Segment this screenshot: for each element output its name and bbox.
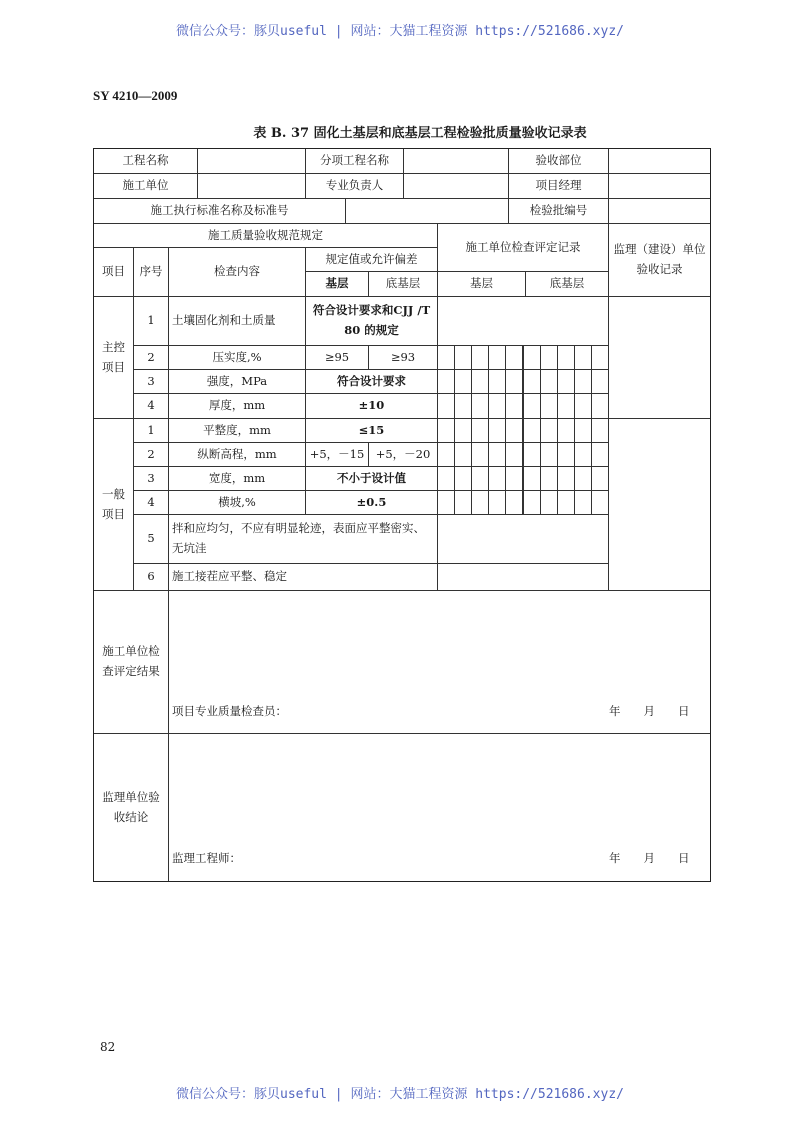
record-cell[interactable] xyxy=(454,418,472,443)
record-cell[interactable] xyxy=(591,490,609,515)
row-number: 5 xyxy=(133,514,169,564)
record-cell[interactable] xyxy=(505,442,523,467)
record-cell[interactable] xyxy=(574,393,592,419)
record-cell[interactable] xyxy=(557,442,575,467)
watermark-bottom: 微信公众号：豚贝useful | 网站：大猫工程资源 https://521686.xyz/ xyxy=(176,1087,624,1102)
page-number: 82 xyxy=(100,1040,116,1054)
record-cell[interactable] xyxy=(488,490,506,515)
col-item: 项目 xyxy=(93,247,134,297)
record-cell[interactable] xyxy=(471,369,489,394)
record-cell[interactable] xyxy=(471,393,489,419)
record-cell[interactable] xyxy=(471,345,489,370)
professional-lead-field[interactable] xyxy=(403,173,509,199)
record-cell[interactable] xyxy=(471,490,489,515)
record-cell[interactable] xyxy=(437,369,455,394)
col-content: 检查内容 xyxy=(168,247,306,297)
record-cell[interactable] xyxy=(505,418,523,443)
row-allowed-value: 符合设计要求和CJJ /T 80 的规定 xyxy=(305,296,438,346)
row-content: 厚度，mm xyxy=(168,393,306,419)
col-record-base: 基层 xyxy=(437,271,526,297)
row-content: 土壤固化剂和土质量 xyxy=(168,296,306,346)
batch-no-field[interactable] xyxy=(608,198,711,224)
record-cell[interactable] xyxy=(471,466,489,491)
record-cell[interactable] xyxy=(454,369,472,394)
row-number: 4 xyxy=(133,393,169,419)
acceptance-part-field[interactable] xyxy=(608,148,711,174)
record-cell[interactable] xyxy=(488,418,506,443)
record-cell[interactable] xyxy=(488,393,506,419)
record-cell[interactable] xyxy=(591,369,609,394)
row-content: 强度，MPa xyxy=(168,369,306,394)
row-number: 6 xyxy=(133,563,169,591)
row-number: 1 xyxy=(133,418,169,443)
record-cell[interactable] xyxy=(523,369,541,394)
record-cell[interactable] xyxy=(505,369,523,394)
record-field[interactable] xyxy=(437,514,609,564)
record-cell[interactable] xyxy=(505,345,523,370)
record-cell[interactable] xyxy=(523,393,541,419)
row-content: 压实度,% xyxy=(168,345,306,370)
label-batch-no: 检验批编号 xyxy=(508,198,609,224)
record-cell[interactable] xyxy=(557,345,575,370)
supervision-date: 年 月 日 xyxy=(609,851,690,865)
record-cell[interactable] xyxy=(591,345,609,370)
row-number: 2 xyxy=(133,345,169,370)
row-content: 横坡,% xyxy=(168,490,306,515)
label-standard-name: 施工执行标准名称及标准号 xyxy=(93,198,346,224)
row-number: 3 xyxy=(133,369,169,394)
row-base-value: +5，－15 xyxy=(305,442,369,467)
row-content: 拌和应均匀，不应有明显轮迹，表面应平整密实、无坑洼 xyxy=(168,514,438,564)
record-cell[interactable] xyxy=(540,393,558,419)
row-allowed-value: ±0.5 xyxy=(305,490,438,515)
record-cell[interactable] xyxy=(540,466,558,491)
row-base-value: ≥95 xyxy=(305,345,369,370)
standard-name-field[interactable] xyxy=(345,198,509,224)
main-items-label: 主控项目 xyxy=(93,296,134,419)
record-cell[interactable] xyxy=(488,442,506,467)
row-content: 平整度，mm xyxy=(168,418,306,443)
record-cell[interactable] xyxy=(523,466,541,491)
record-cell[interactable] xyxy=(523,490,541,515)
row-number: 1 xyxy=(133,296,169,346)
record-cell[interactable] xyxy=(437,466,455,491)
record-field[interactable] xyxy=(437,563,609,591)
record-cell[interactable] xyxy=(471,418,489,443)
record-cell[interactable] xyxy=(591,418,609,443)
record-cell[interactable] xyxy=(557,466,575,491)
row-allowed-value: 符合设计要求 xyxy=(305,369,438,394)
record-cell[interactable] xyxy=(540,369,558,394)
row-number: 4 xyxy=(133,490,169,515)
record-cell[interactable] xyxy=(574,490,592,515)
record-cell[interactable] xyxy=(574,369,592,394)
record-cell[interactable] xyxy=(488,466,506,491)
record-cell[interactable] xyxy=(454,466,472,491)
standard-number: SY 4210—2009 xyxy=(93,88,178,103)
col-spec: 施工质量验收规范规定 xyxy=(93,223,438,248)
construction-unit-field[interactable] xyxy=(197,173,306,199)
record-cell[interactable] xyxy=(540,490,558,515)
row-subbase-value: ≥93 xyxy=(368,345,438,370)
main-supervision-field[interactable] xyxy=(608,296,711,419)
record-cell[interactable] xyxy=(591,466,609,491)
record-cell[interactable] xyxy=(437,490,455,515)
record-cell[interactable] xyxy=(591,442,609,467)
record-cell[interactable] xyxy=(505,490,523,515)
sub-project-name-field[interactable] xyxy=(403,148,509,174)
general-supervision-field[interactable] xyxy=(608,418,711,591)
result-date: 年 月 日 xyxy=(609,704,690,718)
col-record-subbase: 底基层 xyxy=(525,271,609,297)
project-manager-field[interactable] xyxy=(608,173,711,199)
row-number: 2 xyxy=(133,442,169,467)
record-cell[interactable] xyxy=(471,442,489,467)
col-supervision: 监理（建设）单位验收记录 xyxy=(608,223,711,297)
record-cell[interactable] xyxy=(505,393,523,419)
label-project-name: 工程名称 xyxy=(93,148,198,174)
row-subbase-value: +5，－20 xyxy=(368,442,438,467)
record-cell[interactable] xyxy=(591,393,609,419)
record-cell[interactable] xyxy=(557,393,575,419)
row-allowed-value: 不小于设计值 xyxy=(305,466,438,491)
record-cell[interactable] xyxy=(557,418,575,443)
record-cell[interactable] xyxy=(574,466,592,491)
record-cell[interactable] xyxy=(557,369,575,394)
record-cell[interactable] xyxy=(540,418,558,443)
record-cell[interactable] xyxy=(574,418,592,443)
record-cell[interactable] xyxy=(540,442,558,467)
row-allowed-value: ±10 xyxy=(305,393,438,419)
record-cell[interactable] xyxy=(437,442,455,467)
record-cell[interactable] xyxy=(540,345,558,370)
col-seq: 序号 xyxy=(133,247,169,297)
row-number: 3 xyxy=(133,466,169,491)
record-cell[interactable] xyxy=(454,345,472,370)
record-cell[interactable] xyxy=(523,345,541,370)
record-cell[interactable] xyxy=(523,442,541,467)
row-content: 施工接茬应平整、稳定 xyxy=(168,563,438,591)
row-allowed-value: ≤15 xyxy=(305,418,438,443)
supervision-signer-label: 监理工程师： xyxy=(172,851,241,865)
record-cell[interactable] xyxy=(437,418,455,443)
record-cell[interactable] xyxy=(505,466,523,491)
col-base: 基层 xyxy=(305,271,369,297)
label-professional-lead: 专业负责人 xyxy=(305,173,404,199)
record-cell[interactable] xyxy=(488,345,506,370)
record-cell[interactable] xyxy=(437,393,455,419)
record-cell[interactable] xyxy=(454,490,472,515)
record-cell[interactable] xyxy=(557,490,575,515)
row-content: 纵断高程，mm xyxy=(168,442,306,467)
label-construction-unit: 施工单位 xyxy=(93,173,198,199)
record-cell[interactable] xyxy=(437,345,455,370)
row-content: 宽度，mm xyxy=(168,466,306,491)
record-cell[interactable] xyxy=(574,442,592,467)
label-project-manager: 项目经理 xyxy=(508,173,609,199)
project-name-field[interactable] xyxy=(197,148,306,174)
record-field[interactable] xyxy=(437,296,609,346)
table-title: 表 B. 37 固化土基层和底基层工程检验批质量验收记录表 xyxy=(253,126,587,141)
col-subbase: 底基层 xyxy=(368,271,438,297)
label-acceptance-part: 验收部位 xyxy=(508,148,609,174)
record-cell[interactable] xyxy=(523,418,541,443)
supervision-label: 监理单位验收结论 xyxy=(93,733,169,882)
label-sub-project-name: 分项工程名称 xyxy=(305,148,404,174)
result-signer-label: 项目专业质量检查员： xyxy=(172,704,287,718)
record-cell[interactable] xyxy=(454,442,472,467)
record-cell[interactable] xyxy=(454,393,472,419)
col-record: 施工单位检查评定记录 xyxy=(437,223,609,272)
result-label: 施工单位检查评定结果 xyxy=(93,590,169,734)
watermark-top: 微信公众号：豚贝useful | 网站：大猫工程资源 https://521686.xyz/ xyxy=(176,24,624,39)
record-cell[interactable] xyxy=(574,345,592,370)
record-cell[interactable] xyxy=(488,369,506,394)
general-items-label: 一般项目 xyxy=(93,418,134,591)
col-allowed: 规定值或允许偏差 xyxy=(305,247,438,272)
